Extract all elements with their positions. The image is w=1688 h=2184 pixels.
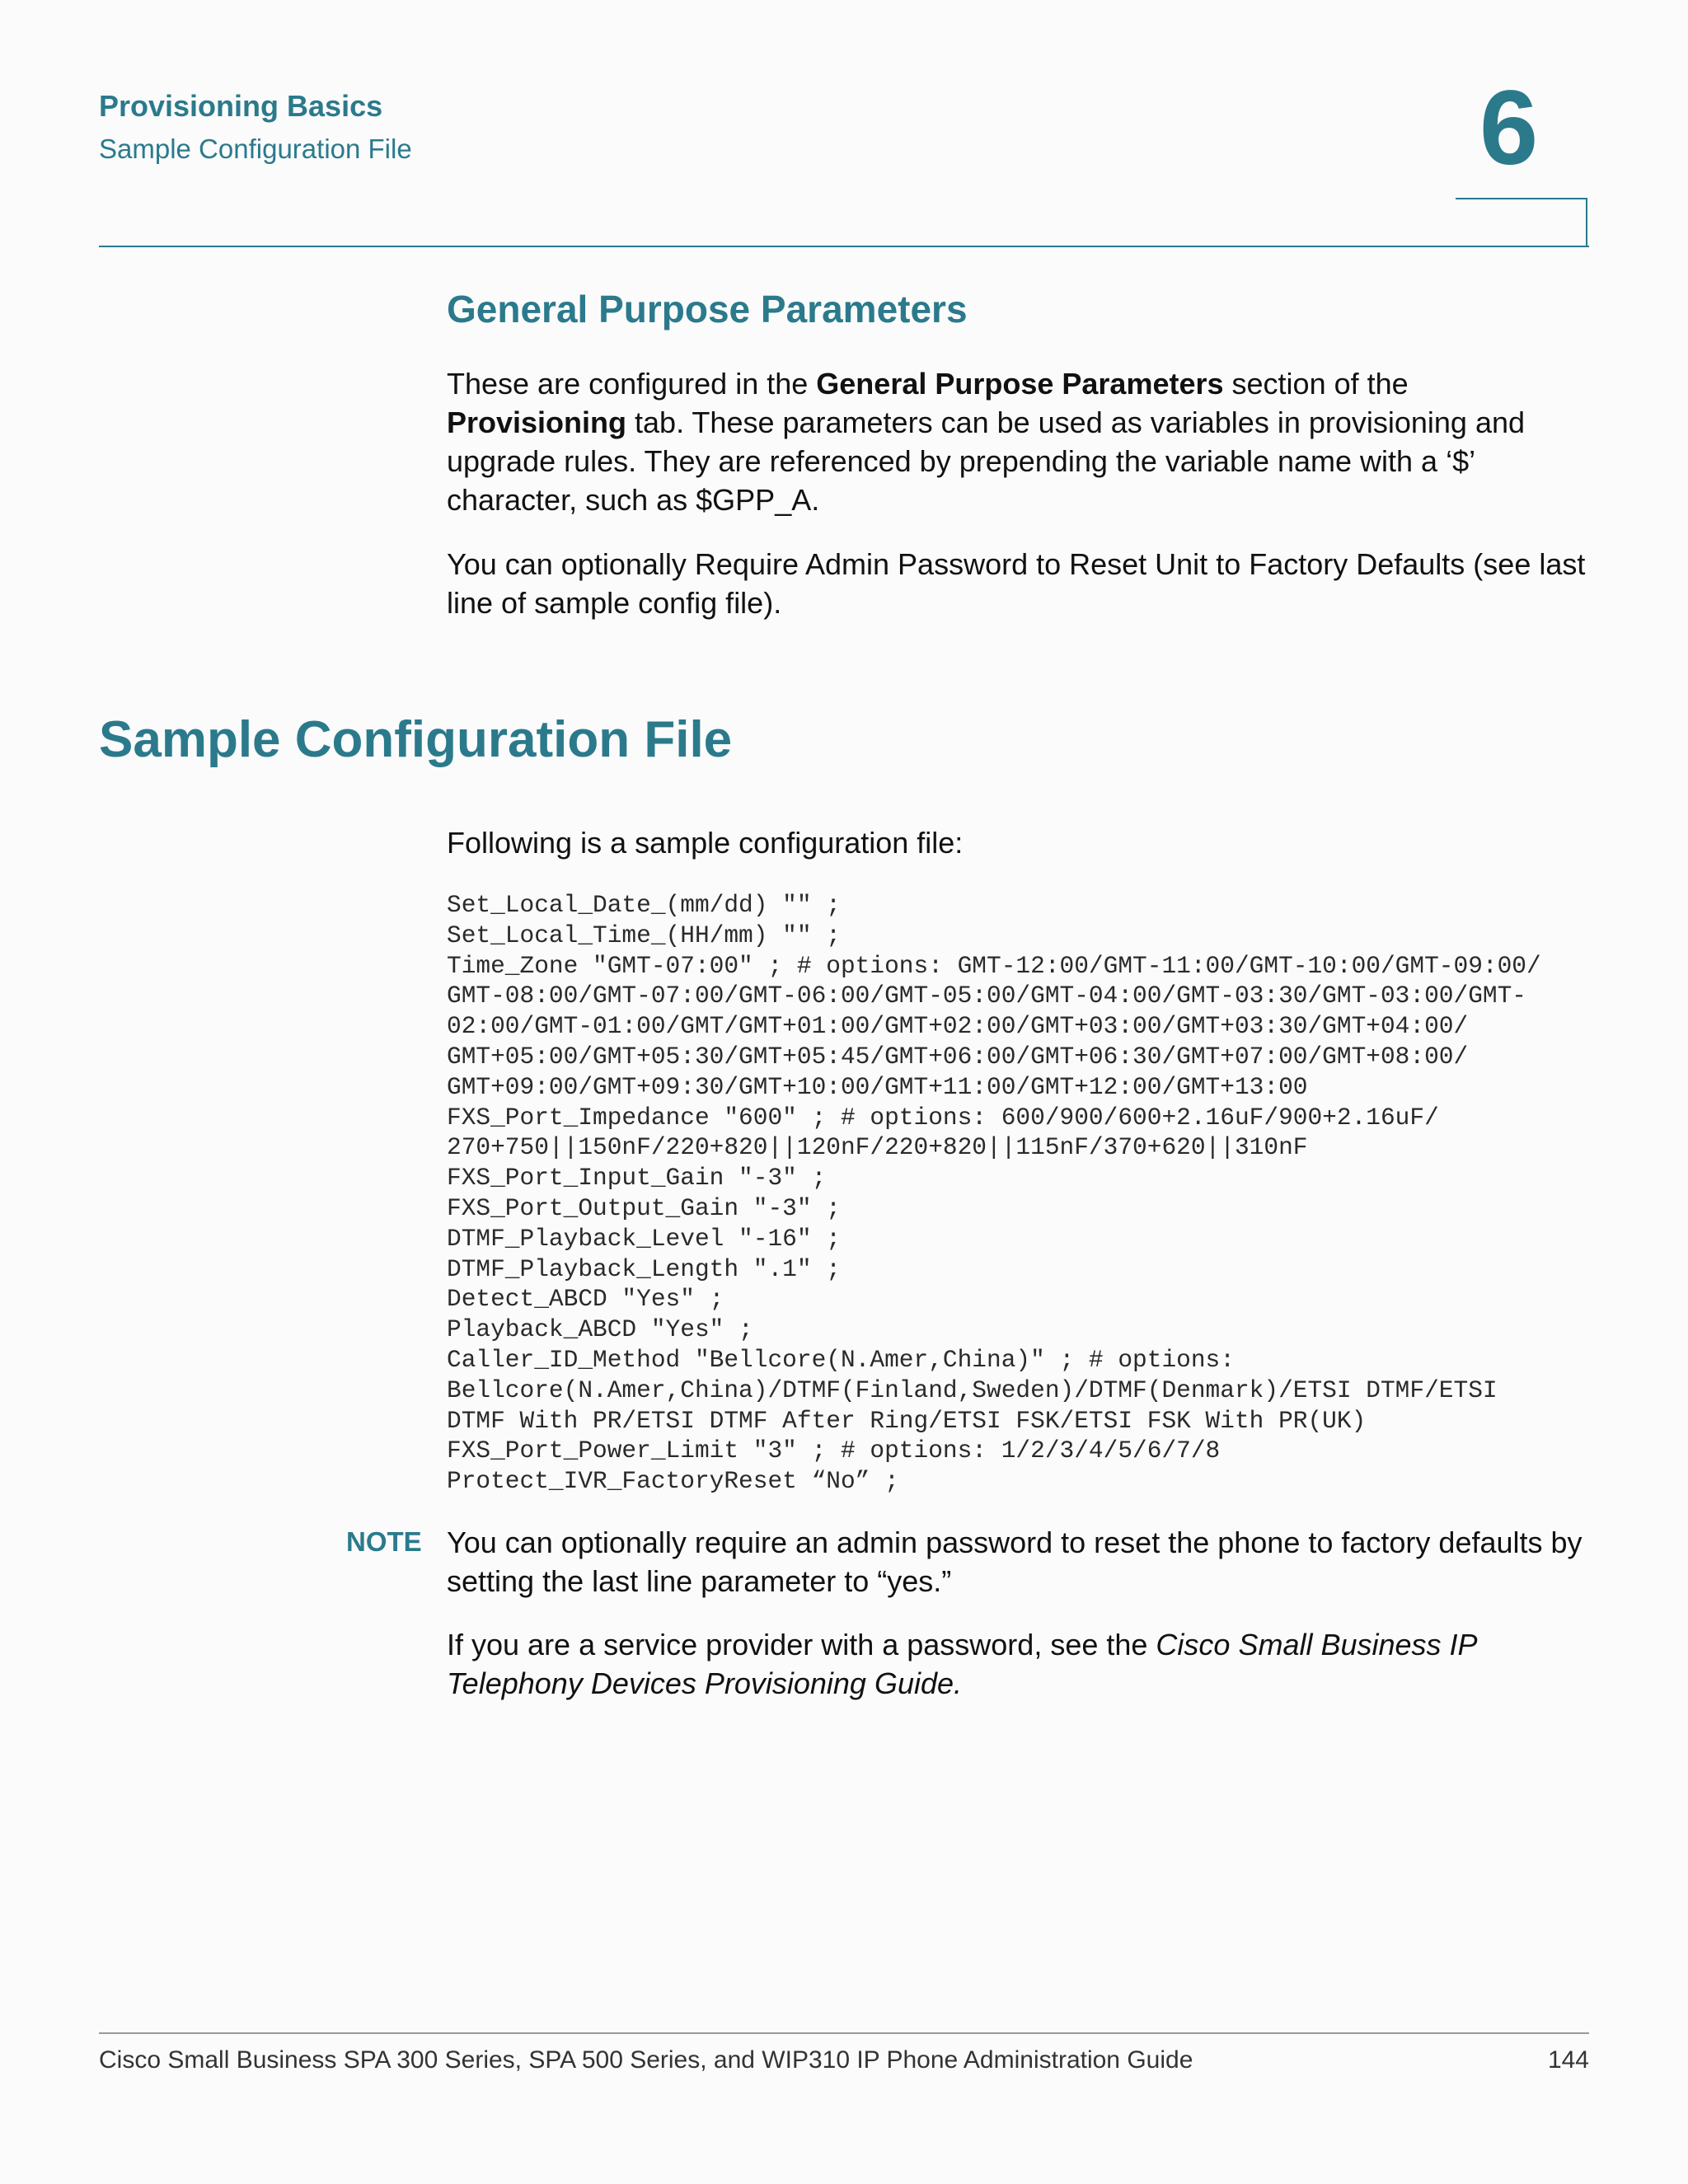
gpp-p1-bold-gpp: General Purpose Parameters <box>816 367 1224 401</box>
chapter-title: Provisioning Basics <box>99 89 383 123</box>
sample-intro: Following is a sample configuration file: <box>447 826 964 860</box>
note-label: NOTE <box>346 1526 422 1557</box>
code-line: 02:00/GMT-01:00/GMT/GMT+01:00/GMT+02:00/GMT+03:00/GMT+03:30/GMT+04:00/ <box>447 1012 1469 1041</box>
provider-paragraph <box>447 1625 1592 1703</box>
gpp-p1-bold-provisioning: Provisioning <box>447 405 627 439</box>
code-line: Caller_ID_Method "Bellcore(N.Amer,China)" ; # options: <box>447 1345 1235 1374</box>
provisioning-guide-title: Cisco Small Business IP Telephony Devices Provisioning Guide. <box>447 1628 1477 1700</box>
code-line: 270+750||150nF/220+820||120nF/220+820||115nF/370+620||310nF <box>447 1133 1308 1162</box>
gpp-heading: General Purpose Parameters <box>447 288 968 330</box>
code-line: Protect_IVR_FactoryReset “No” ; <box>447 1467 899 1496</box>
code-line: FXS_Port_Input_Gain "-3" ; <box>447 1164 827 1193</box>
page-number: 144 <box>1547 2046 1589 2074</box>
gpp-p1-text-a: These are configured in the <box>447 367 817 401</box>
gpp-p1-text-e: tab. These parameters can be used as variables in provisioning and upgrade rules. They are referenced by prepending the variable name with a ‘$’ character, such as $GPP_A. <box>447 405 1526 517</box>
code-line: FXS_Port_Impedance "600" ; # options: 600/900/600+2.16uF/900+2.16uF/ <box>447 1103 1439 1132</box>
header-rule <box>99 246 1589 247</box>
gpp-p1-text-c: section of the <box>1223 367 1409 401</box>
code-line: Time_Zone "GMT-07:00" ; # options: GMT-12:00/GMT-11:00/GMT-10:00/GMT-09:00/ <box>447 951 1541 980</box>
chapter-tab-decoration <box>1456 198 1587 246</box>
section-title: Sample Configuration File <box>99 134 412 164</box>
code-line: Set_Local_Date_(mm/dd) "" ; <box>447 891 841 919</box>
chapter-number: 6 <box>1479 69 1539 187</box>
code-line: DTMF With PR/ETSI DTMF After Ring/ETSI FSK/ETSI FSK With PR(UK) <box>447 1406 1367 1435</box>
code-line: FXS_Port_Power_Limit "3" ; # options: 1/2/3/4/5/6/7/8 <box>447 1436 1221 1465</box>
code-line: GMT-08:00/GMT-07:00/GMT-06:00/GMT-05:00/GMT-04:00/GMT-03:30/GMT-03:00/GMT- <box>447 982 1527 1010</box>
gpp-paragraph-2: You can optionally Require Admin Password to Reset Unit to Factory Defaults (see last line of sample config file). <box>447 547 1586 620</box>
code-line: Bellcore(N.Amer,China)/DTMF(Finland,Sweden)/DTMF(Denmark)/ETSI DTMF/ETSI <box>447 1376 1498 1404</box>
code-line: DTMF_Playback_Level "-16" ; <box>447 1224 841 1253</box>
provider-text: If you are a service provider with a password, see the <box>447 1628 1156 1661</box>
sample-config-code <box>447 890 1601 1497</box>
footer-rule <box>99 2032 1589 2034</box>
code-line: Playback_ABCD "Yes" ; <box>447 1315 753 1344</box>
code-line: GMT+09:00/GMT+09:30/GMT+10:00/GMT+11:00/GMT+12:00/GMT+13:00 <box>447 1072 1308 1101</box>
sample-config-heading: Sample Configuration File <box>99 711 733 768</box>
code-line: FXS_Port_Output_Gain "-3" ; <box>447 1193 841 1222</box>
code-line: DTMF_Playback_Length ".1" ; <box>447 1254 841 1283</box>
note-text: You can optionally require an admin password to reset the phone to factory defaults by setting the last line parameter to “yes.” <box>447 1526 1582 1598</box>
code-line: Set_Local_Time_(HH/mm) "" ; <box>447 921 841 949</box>
code-line: Detect_ABCD "Yes" ; <box>447 1285 724 1314</box>
code-line: GMT+05:00/GMT+05:30/GMT+05:45/GMT+06:00/GMT+06:30/GMT+07:00/GMT+08:00/ <box>447 1042 1469 1071</box>
footer-guide-title: Cisco Small Business SPA 300 Series, SPA 500 Series, and WIP310 IP Phone Administration Guide <box>99 2046 1193 2074</box>
gpp-paragraph-1 <box>447 364 1592 519</box>
